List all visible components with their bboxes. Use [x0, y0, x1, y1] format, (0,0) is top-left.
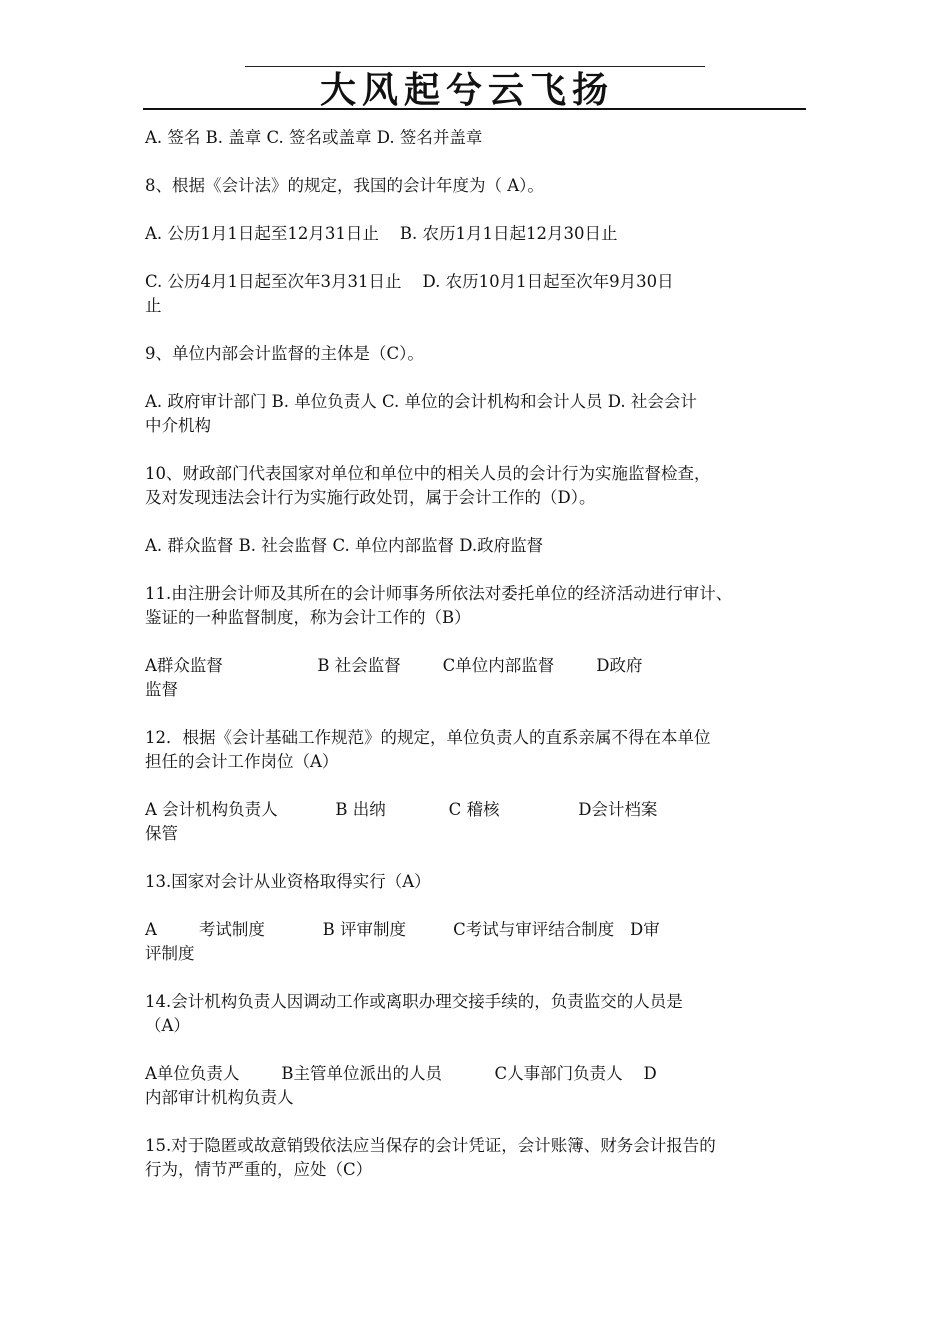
q10-question: 10、财政部门代表国家对单位和单位中的相关人员的会计行为实施监督检查， 及对发现违法会计行为实施行政处罚，属于会计工作的（D）。 — [145, 464, 711, 507]
q8-question: 8、根据《会计法》的规定，我国的会计年度为（ A）。 — [145, 176, 544, 195]
q12-question: 12．根据《会计基础工作规范》的规定，单位负责人的直系亲属不得在本单位 担任的会计工作岗位（A） — [145, 728, 711, 771]
q14-question: 14.会计机构负责人因调动工作或离职办理交接手续的，负责监交的人员是 （A） — [145, 992, 683, 1035]
q15-question: 15.对于隐匿或故意销毁依法应当保存的会计凭证，会计账簿、财务会计报告的 行为，情节严重的，应处（C） — [145, 1136, 716, 1179]
q14-options: A单位负责人 B主管单位派出的人员 C人事部门负责人 D 内部审计机构负责人 — [145, 1064, 657, 1107]
q7-options: A. 签名 B. 盖章 C. 签名或盖章 D. 签名并盖章 — [145, 128, 483, 147]
q8-options-ab: A. 公历1月1日起至12月31日止 B. 农历1月1日起12月30日止 — [145, 224, 618, 243]
q12-options: A 会计机构负责人 B 出纳 C 稽核 D会计档案 保管 — [145, 800, 658, 843]
q8-options-cd: C. 公历4月1日起至次年3月31日止 D. 农历10月1日起至次年9月30日 止 — [145, 272, 674, 315]
header-top-rule — [245, 66, 705, 67]
q11-options: A群众监督 B 社会监督 C单位内部监督 D政府 监督 — [145, 656, 643, 699]
q9-question: 9、单位内部会计监督的主体是（C）。 — [145, 344, 424, 363]
q13-options: A 考试制度 B 评审制度 C考试与审评结合制度 D审 评制度 — [145, 920, 660, 963]
document-body — [145, 126, 825, 1206]
q9-options: A. 政府审计部门 B. 单位负责人 C. 单位的会计机构和会计人员 D. 社会会计 中介机构 — [145, 392, 697, 435]
header-title: 大风起兮云飞扬 — [320, 69, 615, 111]
q10-options: A. 群众监督 B. 社会监督 C. 单位内部监督 D.政府监督 — [145, 536, 544, 555]
q13-question: 13.国家对会计从业资格取得实行（A） — [145, 872, 431, 891]
q11-question: 11.由注册会计师及其所在的会计师事务所依法对委托单位的经济活动进行审计、 鉴证的一种监督制度，称为会计工作的（B） — [145, 584, 733, 627]
header-bottom-rule — [143, 108, 806, 110]
